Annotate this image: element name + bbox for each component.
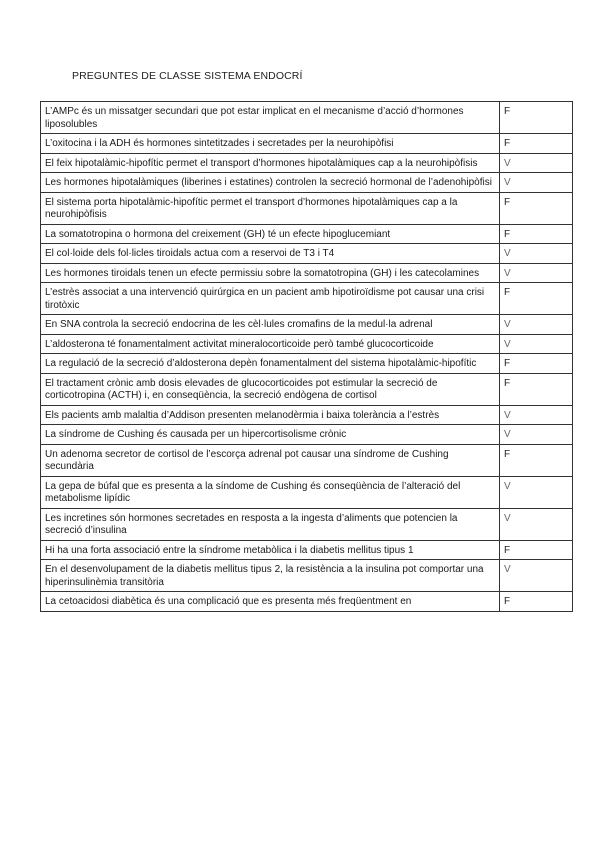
- table-row: [41, 224, 573, 244]
- answer-cell: V: [500, 315, 573, 335]
- answer-cell: V: [500, 173, 573, 193]
- answer-cell: F: [500, 373, 573, 405]
- question-text: La cetoacidosi diabètica és una complicació que es presenta més freqüentment en: [41, 592, 500, 612]
- answer-cell: V: [500, 244, 573, 264]
- question-text: L’estrès associat a una intervenció quirúrgica en un pacient amb hipotiroïdisme pot causar una crisi tirotòxic: [41, 283, 500, 315]
- question-text: El tractament crònic amb dosis elevades de glucocorticoides pot estimular la secreció de corticotropina (ACTH) i, en conseqüència, la secreció endògena de cortisol: [41, 373, 500, 405]
- answer-cell: F: [500, 354, 573, 374]
- answer-cell: V: [500, 263, 573, 283]
- question-text: L’aldosterona té fonamentalment activitat mineralocorticoide però també glucocorticoide: [41, 334, 500, 354]
- answer-cell: V: [500, 476, 573, 508]
- question-text: Les incretines són hormones secretades en resposta a la ingesta d’aliments que potencien la secreció d’insulina: [41, 508, 500, 540]
- questions-table-body: [41, 102, 573, 612]
- answer-cell: F: [500, 134, 573, 154]
- table-row: [41, 425, 573, 445]
- question-text: El sistema porta hipotalàmic-hipofític permet el transport d’hormones hipotalàmiques cap a la neurohipòfisis: [41, 192, 500, 224]
- table-row: [41, 560, 573, 592]
- question-text: En el desenvolupament de la diabetis mellitus tipus 2, la resistència a la insulina pot comportar una hiperinsulinèmia transitòria: [41, 560, 500, 592]
- answer-cell: V: [500, 560, 573, 592]
- answer-cell: F: [500, 102, 573, 134]
- answer-cell: F: [500, 540, 573, 560]
- table-row: [41, 315, 573, 335]
- answer-cell: V: [500, 334, 573, 354]
- question-text: Les hormones hipotalàmiques (liberines i estatines) controlen la secreció hormonal de l’adenohipòfisi: [41, 173, 500, 193]
- question-text: L’oxitocina i la ADH és hormones sintetitzades i secretades per la neurohipòfisi: [41, 134, 500, 154]
- table-row: [41, 444, 573, 476]
- question-text: La síndrome de Cushing és causada per un hipercortisolisme crònic: [41, 425, 500, 445]
- answer-cell: V: [500, 153, 573, 173]
- table-row: [41, 192, 573, 224]
- answer-cell: F: [500, 444, 573, 476]
- table-row: [41, 244, 573, 264]
- table-row: [41, 283, 573, 315]
- question-text: Els pacients amb malaltia d’Addison presenten melanodèrmia i baixa tolerància a l’estrès: [41, 405, 500, 425]
- table-row: [41, 373, 573, 405]
- questions-table: [40, 101, 573, 612]
- answer-cell: F: [500, 224, 573, 244]
- question-text: L’AMPc és un missatger secundari que pot estar implicat en el mecanisme d’acció d’hormones liposolubles: [41, 102, 500, 134]
- question-text: El feix hipotalàmic-hipofític permet el transport d’hormones hipotalàmiques cap a la neurohipòfisis: [41, 153, 500, 173]
- question-text: La gepa de búfal que es presenta a la síndome de Cushing és conseqüència de l’alteració del metabolisme lipídic: [41, 476, 500, 508]
- table-row: [41, 476, 573, 508]
- answer-cell: V: [500, 508, 573, 540]
- table-row: [41, 592, 573, 612]
- table-row: [41, 508, 573, 540]
- answer-cell: F: [500, 592, 573, 612]
- answer-cell: F: [500, 283, 573, 315]
- answer-cell: V: [500, 425, 573, 445]
- table-row: [41, 173, 573, 193]
- table-row: [41, 540, 573, 560]
- question-text: Hi ha una forta associació entre la síndrome metabòlica i la diabetis mellitus tipus 1: [41, 540, 500, 560]
- table-row: [41, 263, 573, 283]
- question-text: La regulació de la secreció d’aldosterona depèn fonamentalment del sistema hipotalàmic-hipofític: [41, 354, 500, 374]
- table-row: [41, 153, 573, 173]
- question-text: Un adenoma secretor de cortisol de l’escorça adrenal pot causar una síndrome de Cushing secundària: [41, 444, 500, 476]
- table-row: [41, 354, 573, 374]
- question-text: En SNA controla la secreció endocrina de les cèl·lules cromafins de la medul·la adrenal: [41, 315, 500, 335]
- page-title: PREGUNTES DE CLASSE SISTEMA ENDOCRÍ: [72, 70, 303, 82]
- answer-cell: F: [500, 192, 573, 224]
- table-row: [41, 102, 573, 134]
- question-text: El col·loide dels fol·licles tiroidals actua com a reservoi de T3 i T4: [41, 244, 500, 264]
- answer-cell: V: [500, 405, 573, 425]
- table-row: [41, 134, 573, 154]
- table-row: [41, 334, 573, 354]
- question-text: Les hormones tiroidals tenen un efecte permissiu sobre la somatotropina (GH) i les catecolamines: [41, 263, 500, 283]
- table-row: [41, 405, 573, 425]
- question-text: La somatotropina o hormona del creixement (GH) té un efecte hipoglucemiant: [41, 224, 500, 244]
